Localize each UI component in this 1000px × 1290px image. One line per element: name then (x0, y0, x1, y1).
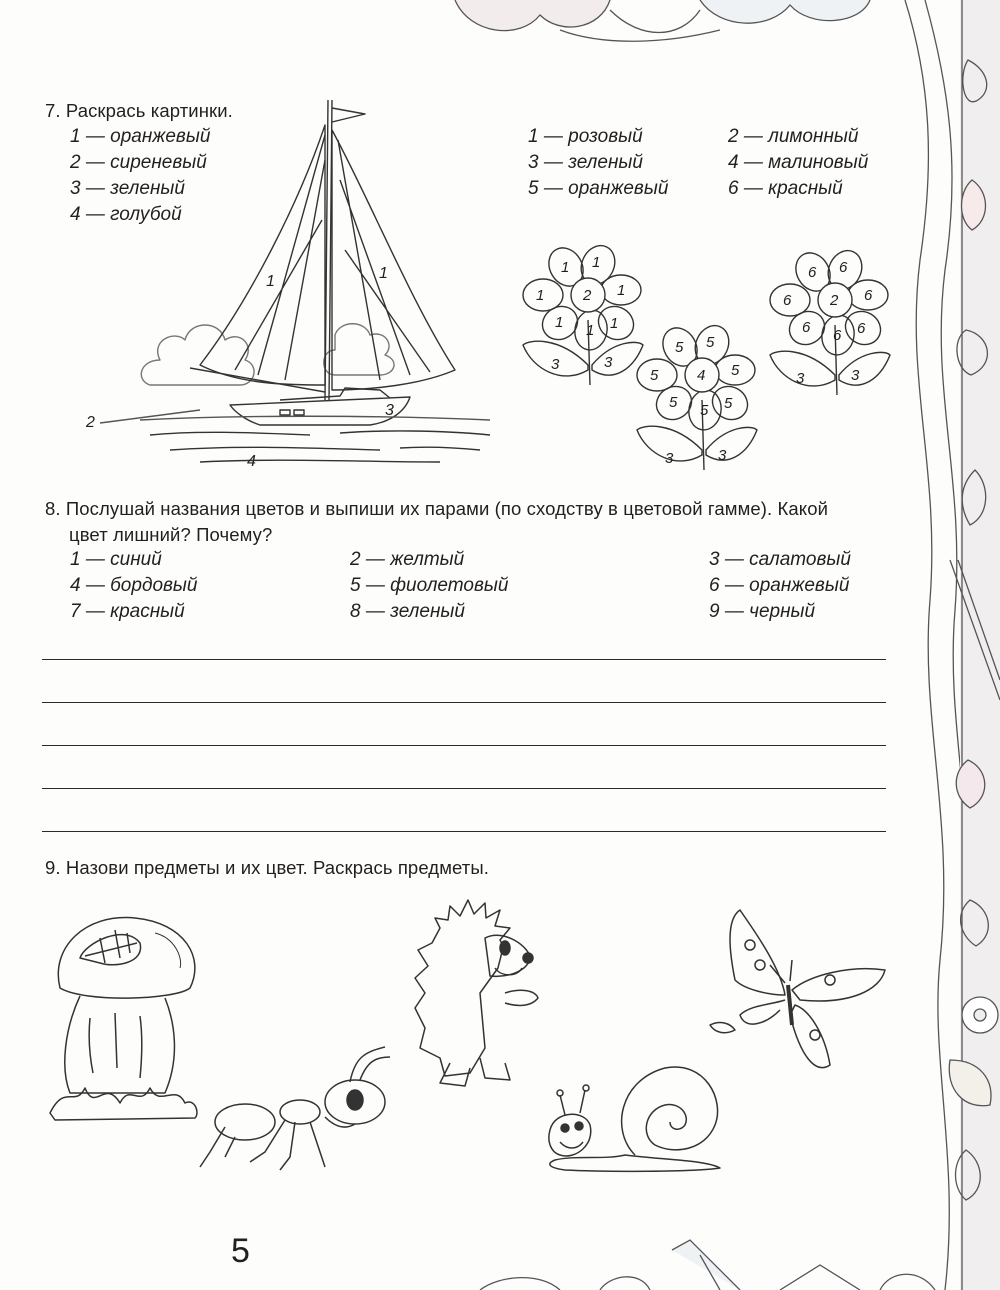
answer-line[interactable] (42, 659, 886, 660)
boat-mark: 1 (266, 273, 275, 290)
flower1-petal-mark: 1 (555, 314, 564, 331)
color-item: 4 — бордовый (70, 575, 198, 596)
color-item: 1 — синий (70, 549, 162, 570)
flower-3-illustration[interactable] (765, 250, 895, 400)
color-item: 2 — желтый (350, 549, 465, 570)
flower1-petal-mark: 1 (617, 282, 626, 299)
color-item: 6 — оранжевый (709, 575, 850, 596)
answer-line[interactable] (42, 745, 886, 746)
flower3-leaf-mark: 3 (851, 367, 860, 384)
flower1-petal-mark: 1 (610, 315, 619, 332)
boat-mark: 2 (86, 414, 95, 431)
boat-legend-item: 2 — сиреневый (70, 152, 207, 173)
task8-title-line2: цвет лишний? Почему? (69, 524, 273, 545)
mushroom-illustration[interactable] (45, 908, 205, 1133)
boat-legend-item: 4 — голубой (70, 204, 182, 225)
flower3-petal-mark: 6 (808, 264, 817, 281)
flower2-center-mark: 4 (697, 367, 706, 384)
flower3-petal-mark: 6 (802, 319, 811, 336)
flower-legend-item: 6 — красный (728, 178, 843, 199)
flower2-petal-mark: 5 (675, 339, 684, 356)
flower1-petal-mark: 1 (536, 287, 545, 304)
flower1-leaf-mark: 3 (551, 356, 560, 373)
flower3-petal-mark: 6 (857, 320, 866, 337)
page-number: 5 (231, 1232, 250, 1270)
flower2-leaf-mark: 3 (718, 447, 727, 464)
flower1-leaf-mark: 3 (604, 354, 613, 371)
task9-title: 9. Назови предметы и их цвет. Раскрась предметы. (45, 857, 490, 878)
flower3-petal-mark: 6 (839, 259, 848, 276)
flower1-petal-mark: 1 (586, 322, 595, 339)
flower3-center-mark: 2 (830, 292, 839, 309)
flower2-petal-mark: 5 (669, 394, 678, 411)
flower1-center-mark: 2 (583, 287, 592, 304)
color-item: 9 — черный (709, 601, 816, 622)
flower3-petal-mark: 6 (833, 327, 842, 344)
answer-line[interactable] (42, 702, 886, 703)
flower-1-illustration[interactable] (518, 245, 648, 395)
flower-legend-item: 3 — зеленый (528, 152, 643, 173)
boat-legend-item: 3 — зеленый (70, 178, 185, 199)
flower-legend-item: 1 — розовый (528, 126, 643, 147)
boat-legend-item: 1 — оранжевый (70, 126, 211, 147)
color-item: 5 — фиолетовый (350, 575, 509, 596)
snail-illustration[interactable] (545, 1060, 725, 1175)
hedgehog-illustration[interactable] (410, 898, 545, 1083)
butterfly-illustration[interactable] (700, 905, 885, 1080)
flower2-petal-mark: 5 (700, 402, 709, 419)
flower-2-illustration[interactable] (632, 325, 762, 475)
flower2-petal-mark: 5 (650, 367, 659, 384)
flower-legend-item: 5 — оранжевый (528, 178, 669, 199)
flower3-petal-mark: 6 (783, 292, 792, 309)
answer-line[interactable] (42, 831, 886, 832)
flower2-leaf-mark: 3 (665, 450, 674, 467)
flower1-petal-mark: 1 (561, 259, 570, 276)
color-item: 8 — зеленый (350, 601, 465, 622)
flower1-petal-mark: 1 (592, 254, 601, 271)
boat-mark: 4 (247, 453, 256, 470)
flower2-petal-mark: 5 (706, 334, 715, 351)
sailboat-illustration[interactable] (80, 100, 500, 480)
color-item: 3 — салатовый (709, 549, 851, 570)
flower2-petal-mark: 5 (724, 395, 733, 412)
boat-mark: 3 (385, 402, 394, 419)
flower-legend-item: 4 — малиновый (728, 152, 869, 173)
color-item: 7 — красный (70, 601, 185, 622)
boat-mark: 1 (379, 265, 388, 282)
flower2-petal-mark: 5 (731, 362, 740, 379)
answer-line[interactable] (42, 788, 886, 789)
flower3-leaf-mark: 3 (796, 370, 805, 387)
flower3-petal-mark: 6 (864, 287, 873, 304)
task7-title: 7. Раскрась картинки. (45, 100, 233, 121)
task8-title-line1: 8. Послушай названия цветов и выпиши их парами (по сходству в цветовой гамме). Какой (45, 498, 829, 519)
flower-legend-item: 2 — лимонный (728, 126, 859, 147)
ant-illustration[interactable] (195, 1042, 395, 1177)
